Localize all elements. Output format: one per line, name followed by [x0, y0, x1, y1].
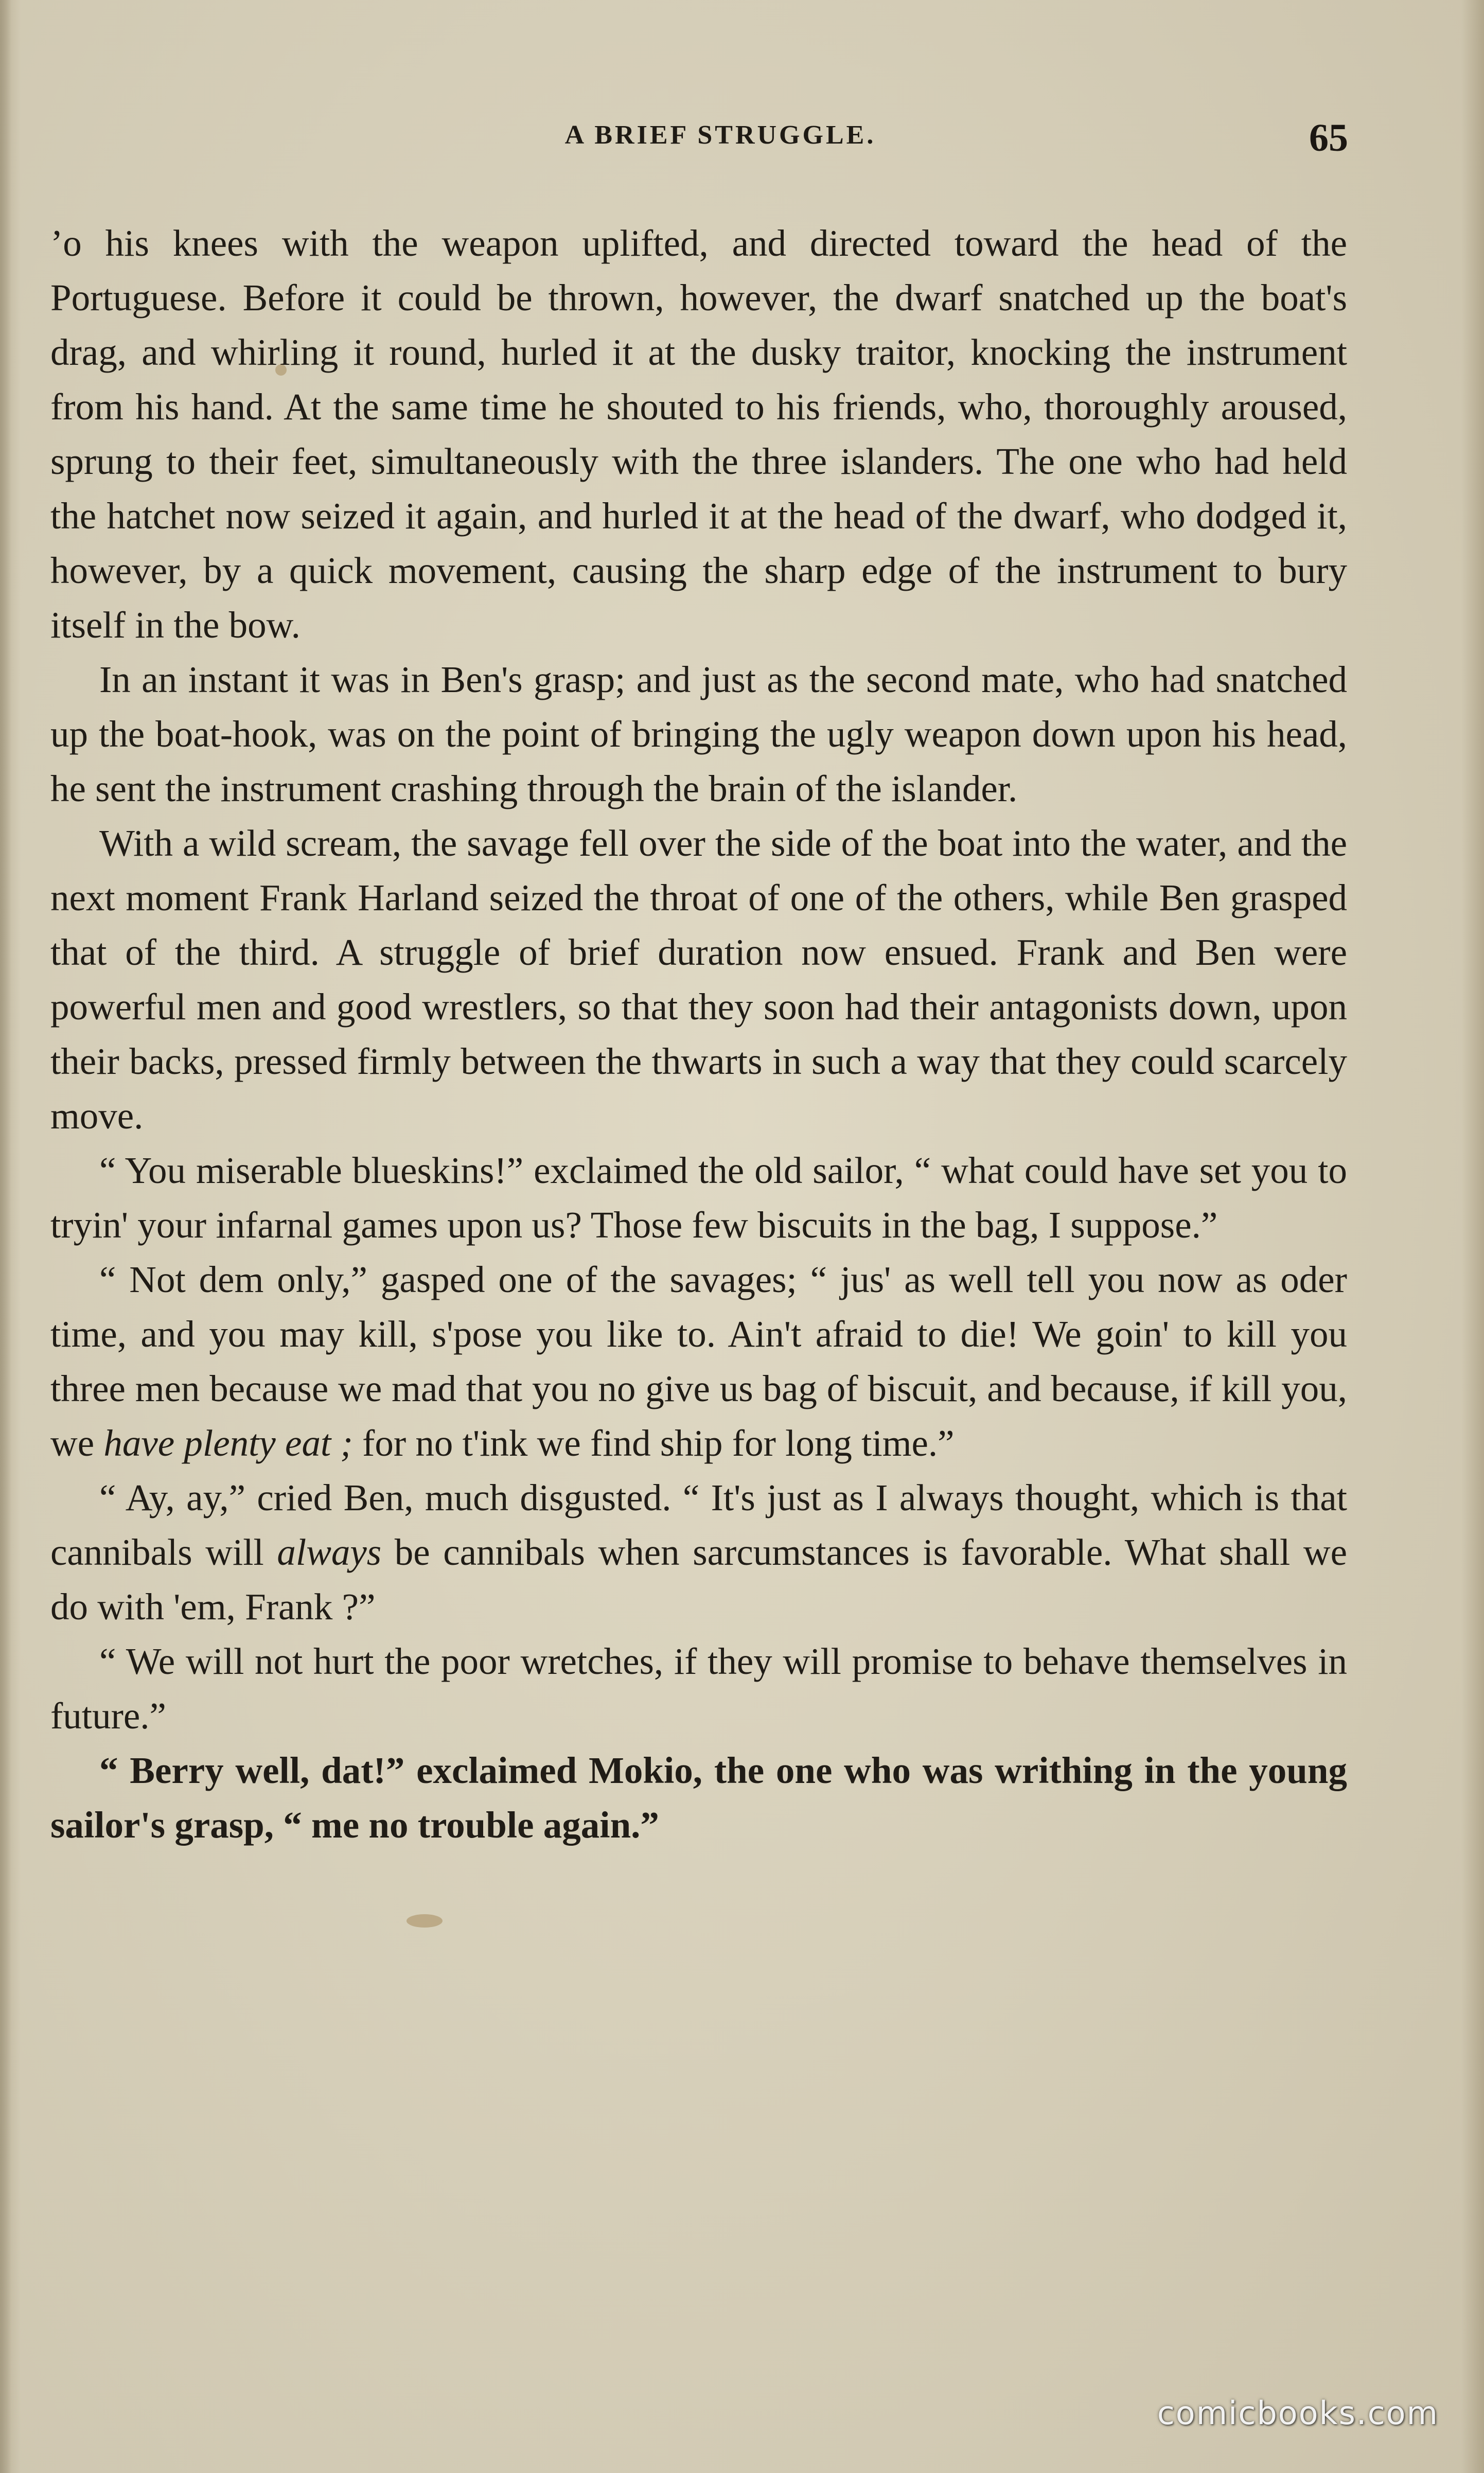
paragraph-4: “ You miserable blueskins!” exclaimed the old sailor, “ what could have set you to tryin' your infarnal games upon us? Those few biscuits in the bag, I suppose.” [50, 1150, 1347, 1246]
paragraph-6-text-b: be cannibals when sarcumstances is favorable. What shall we do with 'em, Frank ?” [50, 1531, 1347, 1628]
running-head: A BRIEF STRUGGLE. [564, 120, 876, 150]
paragraph-6 [50, 1471, 1347, 1634]
page-header [93, 116, 1348, 162]
body-text [50, 216, 1347, 1852]
page-number: 65 [1309, 116, 1348, 160]
paragraph-6-italic: always [277, 1531, 382, 1573]
paragraph-2: In an instant it was in Ben's grasp; and just as the second mate, who had snatched up the boat-hook, was on the point of bringing the ugly weapon down upon his head, he sent the instrument crashing through the brain of the islander. [50, 659, 1347, 809]
watermark: comicbooks.com [1157, 2394, 1439, 2432]
paragraph-5-text-a: “ Not dem only,” gasped one of the savages; “ jus' as well tell you now as oder time, and you may kill, s'pose you like to. Ain't afraid to die! We goin' to kill you three men because we mad that you no give us bag of biscuit, and because, if kill you, we [50, 1259, 1347, 1464]
page-edge-shadow [0, 0, 11, 2473]
paragraph-5-italic: have plenty eat ; [103, 1422, 353, 1464]
paragraph-7: “ We will not hurt the poor wretches, if they will promise to behave themselves in future.” [50, 1640, 1347, 1737]
paper-stain [275, 364, 287, 376]
paper-stain [407, 1914, 443, 1928]
paragraph-5 [50, 1252, 1347, 1471]
paragraph-1: ʼo his knees with the weapon uplifted, and directed toward the head of the Portuguese. Before it could be thrown, however, the dwarf snatched up the boat's drag, and whirling it round, hurled it at the dusky traitor, knocking the instrument from his hand. At the same time he shouted to his friends, who, thoroughly aroused, sprung to their feet, simultaneously with the three islanders. The one who had held the hatchet now seized it again, and hurled it at the head of the dwarf, who dodged it, however, by a quick movement, causing the sharp edge of the instrument to bury itself in the bow. [50, 222, 1347, 646]
paragraph-5-text-b: for no t'ink we find ship for long time.” [352, 1422, 955, 1464]
paragraph-3: With a wild scream, the savage fell over the side of the boat into the water, and the next moment Frank Harland seized the throat of one of the others, while Ben grasped that of the third. A struggle of brief duration now ensued. Frank and Ben were powerful men and good wrestlers, so that they soon had their antagonists down, upon their backs, pressed firmly between the thwarts in such a way that they could scarcely move. [50, 822, 1347, 1137]
paragraph-6-text-a: “ Ay, ay,” cried Ben, much disgusted. “ It's just as I always thought, which is that cannibals will [50, 1477, 1347, 1573]
paragraph-8: “ Berry well, dat!” exclaimed Mokio, the one who was writhing in the young sailor's grasp, “ me no trouble again.” [50, 1750, 1347, 1846]
